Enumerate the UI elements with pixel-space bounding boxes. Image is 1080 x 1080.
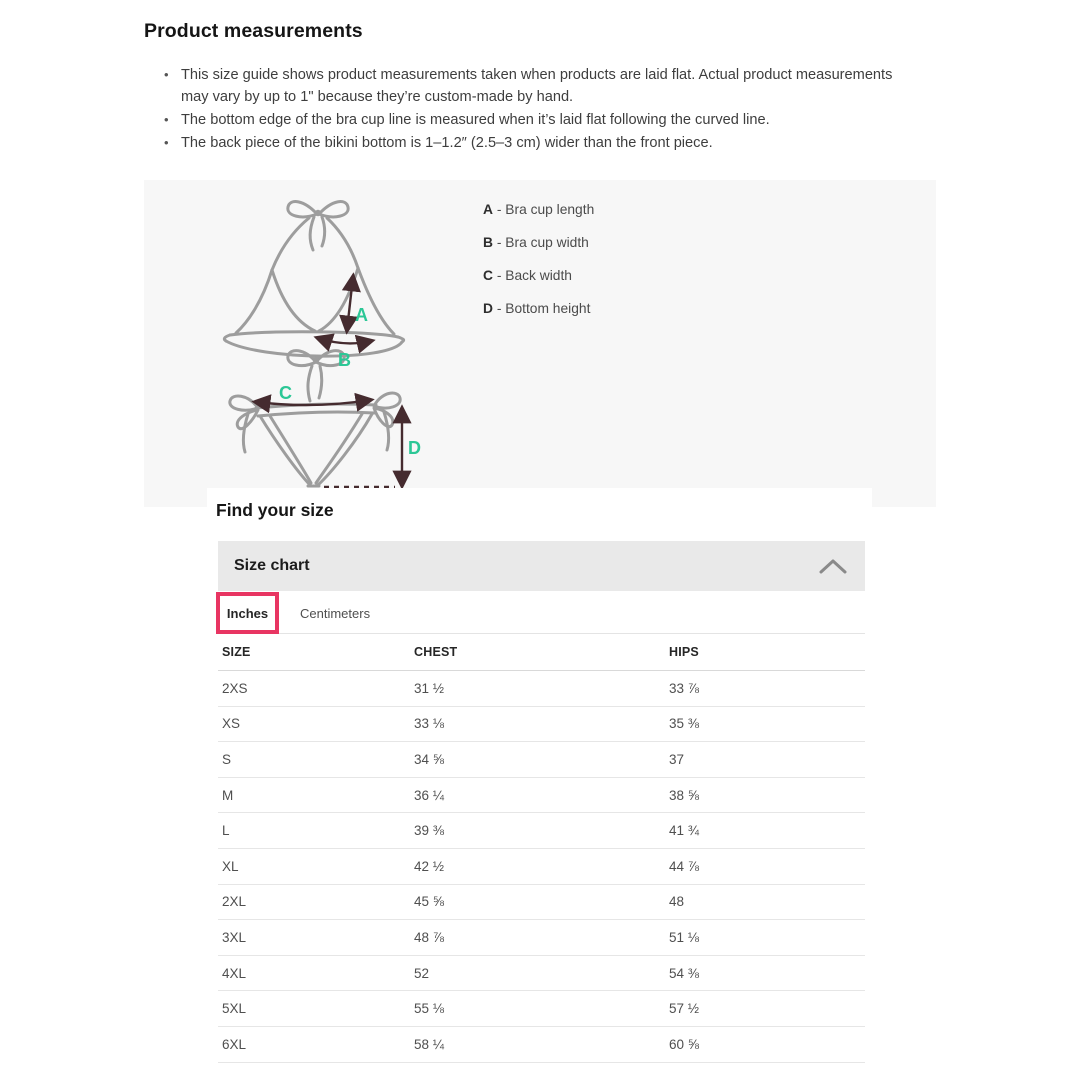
legend-separator: - (496, 202, 502, 217)
cell-size: XS (222, 716, 241, 732)
cell-size: XL (222, 858, 239, 874)
legend-separator: - (496, 301, 502, 316)
table-row (218, 956, 865, 992)
cell-hips: 51 ⅛ (669, 929, 700, 945)
cell-chest: 42 ½ (414, 858, 445, 874)
measure-letter-d: D (408, 438, 421, 458)
measure-letter-a: A (355, 305, 368, 325)
table-row (218, 920, 865, 956)
legend-label: Bottom height (505, 301, 591, 316)
legend-key: D (483, 301, 493, 316)
table-row (218, 778, 865, 814)
cell-chest: 39 ⅜ (414, 823, 445, 839)
note-item: • The bottom edge of the bra cup line is measured when it’s laid flat following the curved line. (162, 109, 924, 131)
legend-key: A (483, 202, 493, 217)
cell-chest: 34 ⅝ (414, 751, 445, 767)
table-row (218, 885, 865, 921)
cell-hips: 48 (669, 894, 685, 910)
cell-size: 6XL (222, 1036, 247, 1052)
cell-size: S (222, 751, 232, 767)
page-title: Product measurements (144, 20, 363, 42)
legend-key: C (483, 268, 493, 283)
cell-size: 2XL (222, 894, 247, 910)
find-your-size-card (207, 488, 872, 1080)
table-row (218, 742, 865, 778)
table-row (218, 849, 865, 885)
column-header-hips: HIPS (669, 645, 699, 659)
column-header-chest: CHEST (414, 645, 458, 659)
find-your-size-heading: Find your size (216, 500, 334, 520)
cell-size: 3XL (222, 929, 247, 945)
tab-centimeters[interactable] (291, 592, 379, 634)
table-row (218, 707, 865, 743)
measure-letter-b: B (338, 350, 351, 370)
cell-hips: 44 ⅞ (669, 858, 700, 874)
cell-hips: 60 ⅝ (669, 1036, 700, 1052)
legend-separator: - (496, 268, 502, 283)
cell-chest: 58 ¼ (414, 1036, 445, 1052)
table-row (218, 671, 865, 707)
cell-chest: 52 (414, 965, 430, 981)
cell-size: L (222, 823, 230, 839)
diagram-legend (483, 202, 594, 334)
cell-chest: 48 ⅞ (414, 929, 445, 945)
table-row (218, 991, 865, 1027)
table-header-row (218, 634, 865, 671)
cell-size: 4XL (222, 965, 247, 981)
cell-size: 2XS (222, 680, 248, 696)
cell-hips: 33 ⅞ (669, 680, 700, 696)
note-item: • This size guide shows product measurements taken when products are laid flat. Actual product measurements may vary by up to 1" because they’re custom-made by hand. (162, 64, 924, 108)
cell-chest: 33 ⅛ (414, 716, 445, 732)
measurement-arrows (256, 277, 402, 487)
size-chart-table (218, 634, 865, 1063)
bikini-line-art (224, 202, 403, 486)
cell-chest: 36 ¼ (414, 787, 445, 803)
size-chart-accordion-header[interactable] (218, 541, 865, 591)
legend-label: Bra cup width (505, 235, 589, 250)
table-row (218, 1027, 865, 1063)
measurement-notes (162, 64, 924, 155)
legend-item-d (483, 301, 594, 315)
cell-hips: 38 ⅝ (669, 787, 700, 803)
tab-inches[interactable] (216, 592, 279, 634)
legend-key: B (483, 235, 493, 250)
note-item: • The back piece of the bikini bottom is 1–1.2″ (2.5–3 cm) wider than the front piece. (162, 132, 924, 154)
column-header-size: SIZE (222, 645, 251, 659)
legend-label: Bra cup length (505, 202, 595, 217)
legend-item-b (483, 235, 594, 249)
measure-letter-c: C (279, 383, 292, 403)
bikini-measurement-diagram (220, 190, 444, 502)
legend-label: Back width (505, 268, 572, 283)
legend-item-a (483, 202, 594, 216)
cell-size: 5XL (222, 1001, 247, 1017)
tab-inches-label: Inches (226, 605, 269, 621)
cell-hips: 41 ¾ (669, 823, 700, 839)
cell-chest: 31 ½ (414, 680, 445, 696)
cell-hips: 54 ⅜ (669, 965, 700, 981)
cell-hips: 37 (669, 751, 685, 767)
cell-size: M (222, 787, 234, 803)
legend-separator: - (496, 235, 502, 250)
cell-hips: 35 ⅜ (669, 716, 700, 732)
diagram-panel (144, 180, 936, 507)
cell-chest: 45 ⅝ (414, 894, 445, 910)
tab-centimeters-label: Centimeters (300, 605, 371, 621)
size-chart-title: Size chart (234, 557, 310, 574)
chevron-up-icon[interactable] (819, 558, 847, 574)
legend-item-c (483, 268, 594, 282)
table-row (218, 813, 865, 849)
cell-hips: 57 ½ (669, 1001, 700, 1017)
cell-chest: 55 ⅛ (414, 1001, 445, 1017)
